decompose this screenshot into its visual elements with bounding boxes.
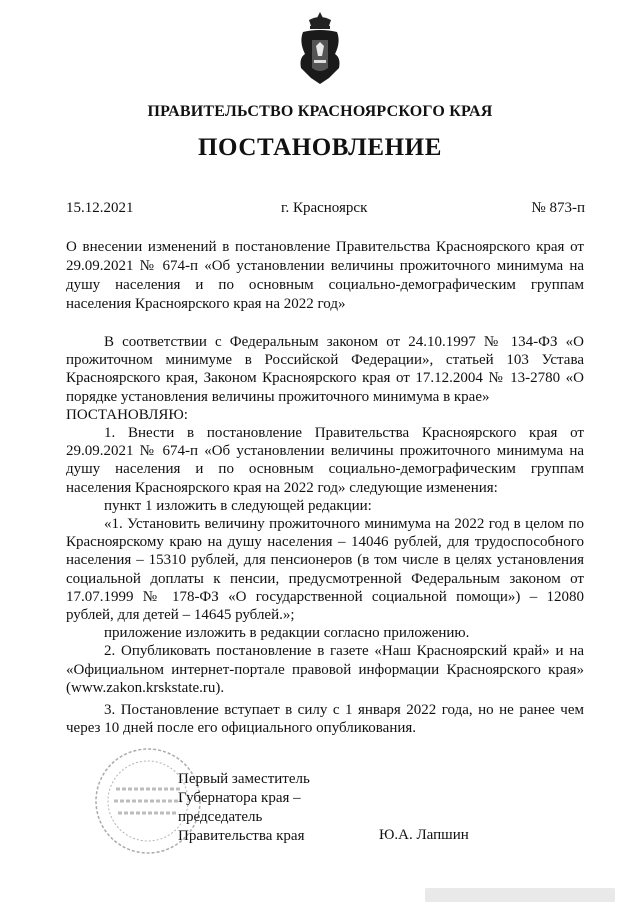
document-date: 15.12.2021 [66,200,134,216]
coat-of-arms-icon [297,10,343,86]
document-number: № 873-п [531,200,585,216]
resolve-line: ПОСТАНОВЛЯЮ: [66,406,188,423]
item-1-appendix: приложение изложить в редакции согласно приложению. [104,625,470,642]
signer-title-line-2: Губернатора края – [178,790,301,806]
document-place: г. Красноярск [281,200,368,216]
preamble-paragraph: В соответствии с Федеральным законом от 24.10.1997 № 134-ФЗ «О прожиточном минимуме в Российской Федерации», статьей 103 Устава Красноярского края, Законом Красноярского края от 17.12.2004 № 13-2780 «О порядке установления величины прожиточного минимума в крае» [66,334,584,405]
item-1-quote: «1. Установить величину прожиточного минимума на 2022 год в целом по Красноярскому краю на душу населения – 14046 рублей, для трудоспособного населения – 15310 рублей, для пенсионеров (в том числе в целях установления социальной доплаты к пенсии, предусмотренной Федеральным законом от 17.07.1999 № 178-ФЗ «О государственной социальной помощи») – 12080 рублей, для детей – 14645 рублей.»; [66,516,584,624]
signature-block [178,770,310,846]
item-1-paragraph: 1. Внести в постановление Правительства Красноярского края от 29.09.2021 № 674-п «Об установлении величины прожиточного минимума на душу населения и по основным социально-демографическим группам населения Красноярского края на 2022 год» следующие изменения: [66,425,584,496]
document-title: О внесении изменений в постановление Правительства Красноярского края от 29.09.2021 № 674-п «Об установлении величины прожиточного минимума на душу населения и по основным социально-демографическим группам населения Красноярского края на 2022 год» [66,239,584,312]
signer-title-line-4: Правительства края [178,828,305,844]
signer-title-line-1: Первый заместитель [178,771,310,787]
signer-name: Ю.А. Лапшин [379,827,469,843]
item-3-paragraph: 3. Постановление вступает в силу с 1 января 2022 года, но не ранее чем через 10 дней после его официального опубликования. [66,702,584,737]
scan-artifact [425,888,615,902]
document-type: ПОСТАНОВЛЕНИЕ [197,134,443,161]
item-2-paragraph: 2. Опубликовать постановление в газете «Наш Красноярский край» и на «Официальном интернет-портале правовой информации Красноярского края» (www.zakon.krskstate.ru). [66,643,584,696]
document-body [66,333,584,737]
organization-name: ПРАВИТЕЛЬСТВО КРАСНОЯРСКОГО КРАЯ [147,103,493,120]
signer-title-line-3: председатель [178,809,263,825]
item-1-subclause: пункт 1 изложить в следующей редакции: [104,497,372,514]
